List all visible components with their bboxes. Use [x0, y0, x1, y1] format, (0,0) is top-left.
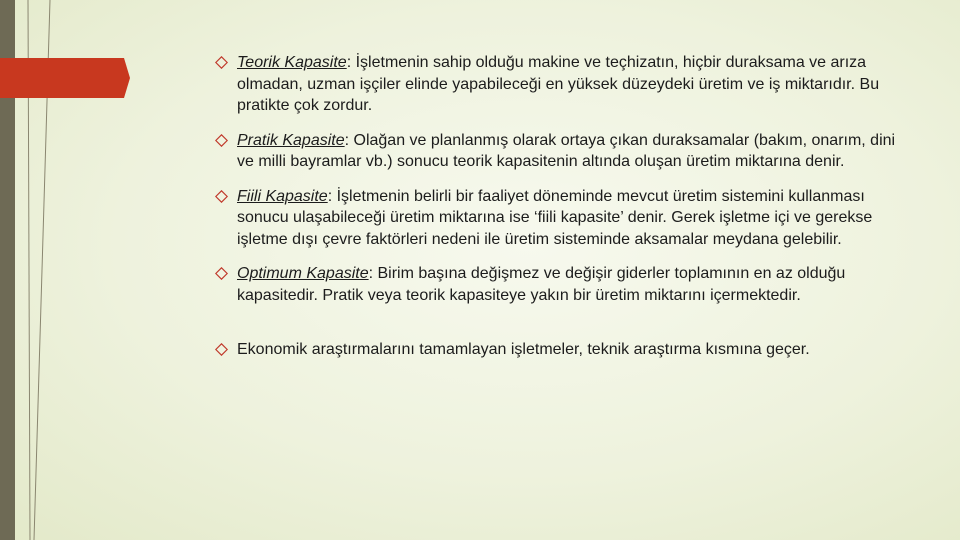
bullet-ekonomik-arastirma [215, 339, 905, 361]
slide-content [215, 52, 905, 374]
term-label: Optimum Kapasite [237, 265, 369, 282]
bullet-text: : Olağan ve planlanmış olarak ortaya çıkan duraksamalar (bakım, onarım, dini ve milli bayramlar vb.) sonucu teorik kapasitenin altında oluşan üretim miktarına denir. [237, 131, 896, 170]
bullet-text: : İşletmenin sahip olduğu makine ve teçhizatın, hiçbir duraksama ve arıza olmadan, uzman işçiler elinde yapabileceği en yüksek düzeydeki üretim ve iş miktarıdır. Bu pratikte çok zordur. [237, 54, 880, 114]
bullet-pratik-kapasite [215, 130, 905, 173]
term-label: Teorik Kapasite [237, 54, 347, 71]
term-label: Fiili Kapasite [237, 187, 328, 205]
accent-arrow-shape [0, 58, 130, 98]
bullet-fiili-kapasite [215, 186, 905, 251]
diamond-bullet-icon [215, 190, 228, 203]
bullet-text: : İşletmenin belirli bir faaliyet döneminde mevcut üretim sistemini kullanması sonucu ulaşabileceği üretim miktarına ise ‘fiili kapasite’ denir. Gerek işletme içi ve gerekse işletme dışı çevre faktörleri nedeni ile üretim sisteminde aksamalar meydana gelebilir. [237, 187, 873, 248]
diamond-bullet-icon [215, 267, 228, 280]
bullet-optimum-kapasite [215, 263, 905, 306]
bullet-text: Ekonomik araştırmalarını tamamlayan işletmeler, teknik araştırma kısmına geçer. [237, 341, 810, 358]
diamond-bullet-icon [215, 56, 228, 69]
diamond-bullet-icon [215, 134, 228, 147]
diamond-bullet-icon [215, 343, 228, 356]
bullet-teorik-kapasite [215, 52, 905, 117]
term-label: Pratik Kapasite [237, 131, 345, 149]
bullet-text: : Birim başına değişmez ve değişir giderler toplamının en az olduğu kapasitedir. Pratik veya teorik kapasiteye yakın bir üretim miktarını içermektedir. [237, 265, 846, 304]
